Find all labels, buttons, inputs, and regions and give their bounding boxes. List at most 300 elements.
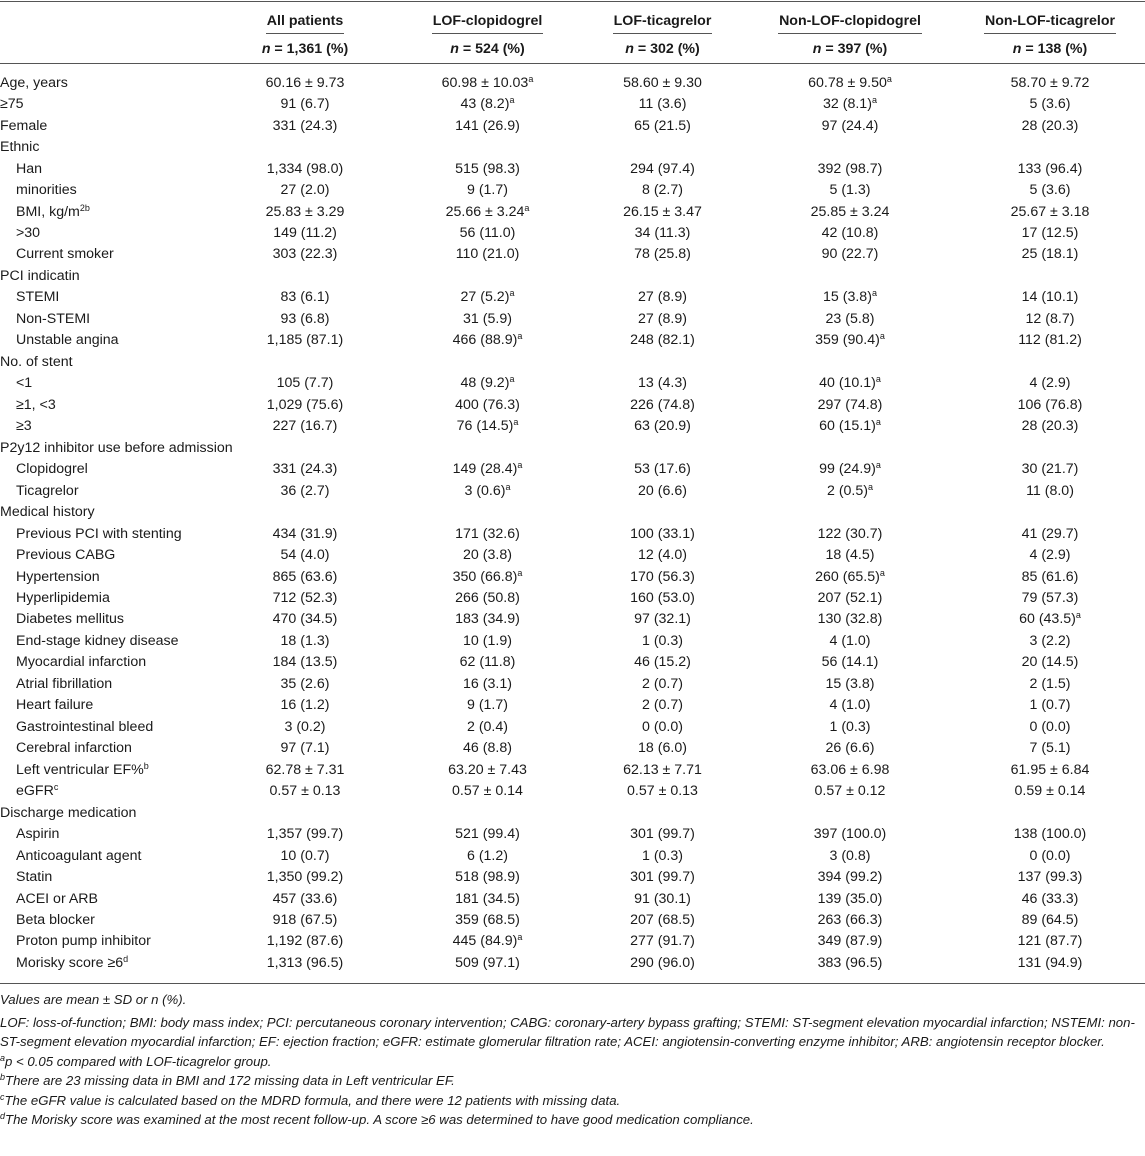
row-label: Heart failure — [16, 697, 94, 714]
row-label: minorities — [16, 182, 77, 199]
n-symbol: n — [261, 40, 271, 57]
cell-value: 97 (24.4) — [821, 117, 879, 134]
footnote-mark: b — [143, 760, 149, 771]
footnote-mark: a — [871, 95, 877, 106]
column-header-non-lof-ticagrelor — [955, 0, 1145, 34]
cell-value: 1 (0.7) — [1029, 697, 1071, 714]
cell-value: 15 $(3.8)^a$ — [823, 288, 877, 306]
cell-value: 20 (14.5) — [1021, 654, 1079, 671]
cell-value: 63.20 ± 7.43 — [448, 761, 527, 778]
table-row — [0, 888, 1145, 909]
cell-value: 28 (20.3) — [1021, 117, 1079, 134]
cell-value: 918 (67.5) — [272, 912, 338, 929]
table-row — [0, 673, 1145, 694]
cell-value: 5 (3.6) — [1029, 182, 1071, 199]
cell-value: 1 (0.3) — [641, 632, 683, 649]
row-label: Beta blocker — [16, 912, 95, 929]
cell-value: 394 (99.2) — [817, 869, 883, 886]
cell-value: 26.15 ± 3.47 — [623, 203, 702, 220]
column-header-non-lof-clopidogrel — [745, 0, 955, 34]
cell-value: 60 $(43.5)^a$ — [1019, 610, 1081, 628]
cell-value — [955, 437, 1145, 458]
cell-value: 3 (2.2) — [1029, 632, 1071, 649]
cell-value: 1,192 (87.6) — [266, 933, 344, 950]
column-count-lof-clopidogrel: n = 524 (%) — [395, 34, 580, 64]
cell-value: 58.60 ± 9.30 — [623, 74, 702, 91]
row-label: Age, years — [0, 74, 68, 91]
cell-value — [580, 351, 745, 372]
cell-value: 207 (52.1) — [817, 589, 883, 606]
row-label: Discharge medication — [0, 804, 137, 821]
cell-value: 25.67 ± 3.18 — [1010, 203, 1090, 220]
row-label: ACEI or ARB — [16, 890, 99, 907]
cell-value: 25.85 ± 3.24 — [810, 203, 890, 220]
cell-value: 18 (4.5) — [825, 547, 875, 564]
cell-value: 105 (7.7) — [276, 375, 334, 392]
cell-value: 248 (82.1) — [630, 332, 695, 349]
table-row — [0, 308, 1145, 329]
row-label: eGFR$^c$ — [16, 782, 59, 800]
table-row — [0, 330, 1145, 351]
cell-value: 12 (8.7) — [1025, 310, 1075, 327]
footnote-mark: a — [517, 331, 523, 342]
row-label: Anticoagulant agent — [16, 847, 142, 864]
row-label: Ethnic — [0, 139, 40, 156]
cell-value: 1 (0.3) — [641, 847, 683, 864]
cell-value: 62.13 ± 7.71 — [623, 761, 702, 778]
cell-value: 149 (11.2) — [273, 225, 337, 242]
column-title: All patients — [266, 13, 344, 34]
cell-value: 1,185 (87.1) — [266, 332, 344, 349]
column-count-all-patients: n = 1,361 (%) — [215, 34, 395, 64]
column-count-non-lof-ticagrelor: n = 138 (%) — [955, 34, 1145, 64]
cell-value: 48 $(9.2)^a$ — [460, 374, 515, 392]
cell-value: 10 (0.7) — [280, 847, 330, 864]
column-title: LOF-clopidogrel — [432, 13, 544, 34]
cell-value: 226 (74.8) — [630, 396, 695, 413]
cell-value: 60 $(15.1)^a$ — [819, 417, 881, 435]
cell-value — [215, 265, 395, 286]
row-label: Clopidogrel — [16, 461, 88, 478]
table-row — [0, 931, 1145, 952]
footnote-mark: a — [517, 567, 523, 578]
cell-value: 331 (24.3) — [272, 117, 338, 134]
cell-value: 32 $(8.1)^a$ — [823, 95, 877, 113]
cell-value: 35 (2.6) — [280, 675, 330, 692]
column-count-lof-ticagrelor: n = 302 (%) — [580, 34, 745, 64]
cell-value: 359 (68.5) — [455, 912, 520, 929]
cell-value: 260 $(65.5)^a$ — [815, 567, 885, 585]
cell-value: 91 (6.7) — [280, 96, 330, 113]
footnote-mark: a — [886, 73, 892, 84]
row-label: Proton pump inhibitor — [16, 933, 151, 950]
footnote-mark: a — [513, 417, 519, 428]
row-label: Han — [16, 160, 43, 177]
row-label: STEMI — [16, 289, 60, 306]
footnote-mark: a — [509, 95, 515, 106]
cell-value: 0.57 ± 0.12 — [814, 783, 886, 800]
footnote-mark: a — [875, 374, 881, 385]
cell-value: 515 (98.3) — [455, 160, 520, 177]
cell-value: 16 (3.1) — [463, 675, 512, 692]
section-row — [0, 265, 1145, 286]
table-row — [0, 244, 1145, 265]
cell-value: 521 (99.4) — [455, 826, 520, 843]
cell-value — [215, 437, 395, 458]
footnote-b: $^b$There are 23 missing data in BMI and 172 missing data in Left ventricular EF. — [0, 1072, 455, 1088]
cell-value — [580, 437, 745, 458]
cell-value: 61.95 ± 6.84 — [1010, 761, 1090, 778]
row-label: Cerebral infarction — [16, 740, 132, 757]
cell-value: 349 (87.9) — [817, 933, 883, 950]
cell-value — [745, 265, 955, 286]
row-label: BMI, $kg/m^{2b}$ — [16, 202, 90, 220]
cell-value: 56 (14.1) — [821, 654, 879, 671]
table-row — [0, 738, 1145, 759]
footnote-mark: a — [871, 288, 877, 299]
cell-value — [745, 437, 955, 458]
cell-value: 62.78 ± 7.31 — [265, 761, 345, 778]
cell-value: 141 (26.9) — [455, 117, 520, 134]
cell-value: 445 $(84.9)^a$ — [452, 932, 523, 950]
cell-value: 27 (2.0) — [280, 182, 330, 199]
cell-value: 6 (1.2) — [466, 847, 508, 864]
table-row — [0, 780, 1145, 801]
cell-value: 63 (20.9) — [634, 418, 691, 435]
cell-value — [215, 501, 395, 522]
cell-value: 18 (6.0) — [638, 740, 687, 757]
cell-value: 397 (100.0) — [813, 826, 887, 843]
cell-value: 85 (61.6) — [1021, 568, 1079, 585]
cell-value: 30 (21.7) — [1021, 461, 1079, 478]
row-label: Hyperlipidemia — [16, 589, 110, 606]
footnote-c: $^c$The eGFR value is calculated based on the MDRD formula, and there were 12 patients with missing data. — [0, 1091, 621, 1108]
cell-value: 2 (0.7) — [641, 697, 683, 714]
cell-value: 207 (68.5) — [630, 912, 695, 929]
row-label: <1 — [16, 375, 33, 392]
cell-value: 63.06 ± 6.98 — [810, 761, 890, 778]
cell-value: 20 (6.6) — [638, 482, 687, 499]
table-row — [0, 158, 1145, 179]
footnote-mark: c — [0, 1091, 5, 1102]
table-row — [0, 416, 1145, 437]
cell-value: 130 (32.8) — [817, 611, 883, 628]
cell-value: 160 (53.0) — [630, 589, 695, 606]
footnote-d: $^d$The Morisky score was examined at the most recent follow-up. A score ≥6 was determined to have good medication compliance. — [0, 1111, 754, 1127]
cell-value — [745, 802, 955, 823]
table-row — [0, 716, 1145, 737]
cell-value: 350 $(66.8)^a$ — [452, 567, 523, 585]
row-label: P2y12 inhibitor use before admission — [0, 439, 233, 456]
row-label: Left ventricular EF%$^b$ — [16, 760, 149, 778]
n-symbol: n — [1012, 40, 1022, 57]
cell-value: 712 (52.3) — [272, 589, 338, 606]
cell-value: 4 (1.0) — [829, 697, 871, 714]
table-row — [0, 179, 1145, 200]
header-spacer — [0, 64, 1145, 73]
cell-value: 0 (0.0) — [1029, 718, 1071, 735]
footnote-mark: a — [1075, 610, 1081, 621]
cell-value: 41 (29.7) — [1021, 525, 1079, 542]
cell-value: 1,334 (98.0) — [266, 160, 344, 177]
table-row — [0, 115, 1145, 136]
row-label: Statin — [16, 869, 53, 886]
table-row — [0, 394, 1145, 415]
cell-value — [580, 802, 745, 823]
cell-value: 131 (94.9) — [1017, 954, 1083, 971]
footnote-mark: a — [875, 460, 881, 471]
cell-value: 28 (20.3) — [1021, 418, 1079, 435]
cell-value: 470 (34.5) — [272, 611, 338, 628]
cell-value: 97 (7.1) — [280, 740, 330, 757]
cell-value: 277 (91.7) — [630, 933, 695, 950]
row-label: Previous PCI with stenting — [16, 525, 182, 542]
cell-value: 91 (30.1) — [634, 890, 691, 907]
column-title: Non-LOF-clopidogrel — [778, 13, 922, 34]
footnote-a: $^a$p < 0.05 compared with LOF-ticagrelor group. — [0, 1052, 272, 1069]
n-symbol: n — [812, 40, 822, 57]
cell-value: 139 (35.0) — [817, 890, 883, 907]
cell-value — [395, 265, 580, 286]
cell-value: 466 $(88.9)^a$ — [452, 331, 523, 349]
cell-value: 54 (4.0) — [280, 547, 330, 564]
row-label: Current smoker — [16, 246, 114, 263]
cell-value: 137 (99.3) — [1017, 869, 1083, 886]
table-row — [0, 759, 1145, 780]
cell-value: 297 (74.8) — [817, 396, 883, 413]
cell-value: 16 (1.2) — [280, 697, 330, 714]
footnote-mark: a — [524, 202, 530, 213]
cell-value: 26 (6.6) — [825, 740, 875, 757]
column-count-non-lof-clopidogrel: n = 397 (%) — [745, 34, 955, 64]
table-footnotes — [0, 990, 1145, 1130]
column-header-lof-ticagrelor — [580, 0, 745, 34]
table-row — [0, 845, 1145, 866]
cell-value — [955, 351, 1145, 372]
cell-value: 184 (13.5) — [272, 654, 338, 671]
cell-value: 457 (33.6) — [272, 890, 338, 907]
row-label: ≥3 — [16, 418, 32, 435]
cell-value: 294 (97.4) — [630, 160, 695, 177]
cell-value: 303 (22.3) — [272, 246, 338, 263]
cell-value: 13 (4.3) — [638, 375, 687, 392]
cell-value: 0.57 ± 0.14 — [452, 783, 523, 800]
cell-value: 9 (1.7) — [466, 697, 508, 714]
table-row — [0, 544, 1145, 565]
cell-value: 60.98 ± 10.03$^a$ — [441, 73, 534, 91]
cell-value: 78 (25.8) — [634, 246, 691, 263]
footnote-mark: a — [879, 567, 885, 578]
row-label: Morisky score $\ge 6^d$ — [16, 953, 129, 971]
section-row — [0, 802, 1145, 823]
footnote-mark: a — [879, 331, 885, 342]
cell-value — [955, 265, 1145, 286]
n-symbol: n — [625, 40, 634, 57]
row-label: Diabetes mellitus — [16, 611, 125, 628]
cell-value: 5 (3.6) — [1029, 96, 1071, 113]
row-label: Aspirin — [16, 826, 60, 843]
table-row — [0, 222, 1145, 243]
cell-value: 40 $(10.1)^a$ — [819, 374, 881, 392]
cell-value: 4 (2.9) — [1029, 375, 1071, 392]
cell-value: 7 (5.1) — [1029, 740, 1071, 757]
cell-value: 93 (6.8) — [280, 310, 330, 327]
cell-value: 18 (1.3) — [280, 632, 330, 649]
cell-value — [215, 136, 395, 157]
row-label: Non-STEMI — [16, 310, 91, 327]
table-row — [0, 72, 1145, 93]
footnote-mark: a — [509, 374, 515, 385]
row-label: Previous CABG — [16, 547, 116, 564]
cell-value: 17 (12.5) — [1021, 225, 1079, 242]
row-label: Ticagrelor — [16, 482, 79, 499]
header-row-groups — [0, 0, 1145, 34]
section-row — [0, 437, 1145, 458]
cell-value — [395, 802, 580, 823]
table-row — [0, 952, 1145, 973]
table-row — [0, 458, 1145, 479]
table-row — [0, 480, 1145, 501]
row-label: No. of stent — [0, 353, 73, 370]
cell-value: 133 (96.4) — [1017, 160, 1083, 177]
cell-value: 0.57 ± 0.13 — [269, 783, 341, 800]
row-label: Hypertension — [16, 568, 100, 585]
footnote-mark: a — [868, 481, 874, 492]
cell-value: 121 (87.7) — [1017, 933, 1083, 950]
table-row — [0, 823, 1145, 844]
footnote-mark: c — [53, 782, 59, 793]
cell-value: 97 (32.1) — [634, 611, 691, 628]
cell-value: 90 (22.7) — [821, 246, 879, 263]
header-row-counts — [0, 34, 1145, 64]
row-label: Atrial fibrillation — [16, 675, 113, 692]
cell-value: 14 (10.1) — [1021, 289, 1079, 306]
n-symbol: n — [450, 40, 459, 57]
cell-value — [580, 501, 745, 522]
cell-value: 110 (21.0) — [455, 246, 520, 263]
cell-value: 227 (16.7) — [272, 418, 338, 435]
cell-value: 4 (1.0) — [829, 632, 871, 649]
row-label: PCI indicatin — [0, 267, 80, 284]
cell-value: 79 (57.3) — [1021, 589, 1079, 606]
cell-value: 42 (10.8) — [821, 225, 879, 242]
cell-value: 301 (99.7) — [630, 826, 695, 843]
cell-value: 10 (1.9) — [463, 632, 512, 649]
table-row — [0, 695, 1145, 716]
section-row — [0, 501, 1145, 522]
cell-value: 5 (1.3) — [829, 182, 871, 199]
table-bottom-rule — [0, 974, 1145, 984]
cell-value: 3 (0.2) — [284, 718, 326, 735]
column-header-lof-clopidogrel — [395, 0, 580, 34]
row-label: Gastrointestinal bleed — [16, 718, 154, 735]
cell-value: 0 (0.0) — [641, 718, 683, 735]
cell-value: 383 (96.5) — [817, 954, 883, 971]
cell-value — [395, 501, 580, 522]
cell-value: 62 (11.8) — [459, 654, 516, 671]
section-row — [0, 351, 1145, 372]
cell-value: 2 $(0.5)^a$ — [826, 481, 874, 499]
row-label: Unstable angina — [16, 332, 119, 349]
cell-value: 171 (32.6) — [455, 525, 520, 542]
cell-value: 34 (11.3) — [634, 225, 691, 242]
cell-value: 3 $(0.6)^a$ — [464, 481, 511, 499]
footnote-mark: a — [528, 73, 534, 84]
cell-value: 46 (33.3) — [1021, 890, 1079, 907]
cell-value — [745, 501, 955, 522]
footnote-mark: a — [875, 417, 881, 428]
cell-value: 865 (63.6) — [272, 568, 338, 585]
cell-value: 99 $(24.9)^a$ — [819, 460, 881, 478]
cell-value: 359 $(90.4)^a$ — [815, 331, 885, 349]
cell-value: 25 (18.1) — [1021, 246, 1079, 263]
cell-value: 112 (81.2) — [1018, 332, 1082, 349]
cell-value: 3 (0.8) — [829, 847, 871, 864]
cell-value: 58.70 ± 9.72 — [1010, 74, 1090, 91]
cell-value: 266 (50.8) — [455, 589, 520, 606]
cell-value: 53 (17.6) — [634, 461, 691, 478]
row-label: >30 — [16, 225, 41, 242]
table-row — [0, 373, 1145, 394]
cell-value: 60.16 ± 9.73 — [265, 74, 345, 91]
cell-value: 25.83 ± 3.29 — [265, 203, 345, 220]
cell-value: 25.66 ± 3.24$^a$ — [445, 202, 530, 220]
cell-value: 12 (4.0) — [638, 547, 687, 564]
footnote-list — [0, 1052, 1145, 1130]
footnote-mark: d — [123, 953, 129, 964]
cell-value: 518 (98.9) — [455, 869, 520, 886]
values-note: Values are mean ± SD or n (%). — [0, 992, 187, 1007]
table-row — [0, 93, 1145, 114]
table-row — [0, 866, 1145, 887]
cell-value: 2 (1.5) — [1029, 675, 1071, 692]
table-row — [0, 566, 1145, 587]
cell-value: 434 (31.9) — [272, 525, 338, 542]
column-header-all-patients — [215, 0, 395, 34]
row-label: Female — [0, 117, 48, 134]
cell-value: 1,350 (99.2) — [266, 869, 344, 886]
cell-value: 122 (30.7) — [817, 525, 883, 542]
cell-value: 183 (34.9) — [455, 611, 520, 628]
cell-value: 400 (76.3) — [455, 396, 520, 413]
footnote-mark: a — [0, 1052, 6, 1063]
header-blank — [0, 34, 215, 64]
cell-value: 9 (1.7) — [466, 182, 508, 199]
cell-value: 263 (66.3) — [817, 912, 883, 929]
cell-value: 4 (2.9) — [1029, 547, 1071, 564]
table-row — [0, 587, 1145, 608]
cell-value — [745, 136, 955, 157]
cell-value: 1 (0.3) — [829, 718, 871, 735]
cell-value — [955, 802, 1145, 823]
column-title: LOF-ticagrelor — [613, 13, 713, 34]
cell-value: 8 (2.7) — [641, 182, 683, 199]
row-label: ≥1, <3 — [16, 396, 56, 413]
cell-value: 23 (5.8) — [825, 310, 875, 327]
cell-value — [395, 437, 580, 458]
table-row — [0, 652, 1145, 673]
cell-value: 392 (98.7) — [817, 160, 883, 177]
row-label: ≥75 — [0, 96, 24, 113]
cell-value: 170 (56.3) — [630, 568, 695, 585]
cell-value: 36 (2.7) — [280, 482, 330, 499]
cell-value: 76 $(14.5)^a$ — [456, 417, 519, 435]
cell-value: 106 (76.8) — [1017, 396, 1083, 413]
cell-value: 100 (33.1) — [630, 525, 695, 542]
cell-value: 43 $(8.2)^a$ — [460, 95, 515, 113]
cell-value: 0.59 ± 0.14 — [1014, 783, 1086, 800]
footnote-mark: b — [0, 1072, 6, 1082]
